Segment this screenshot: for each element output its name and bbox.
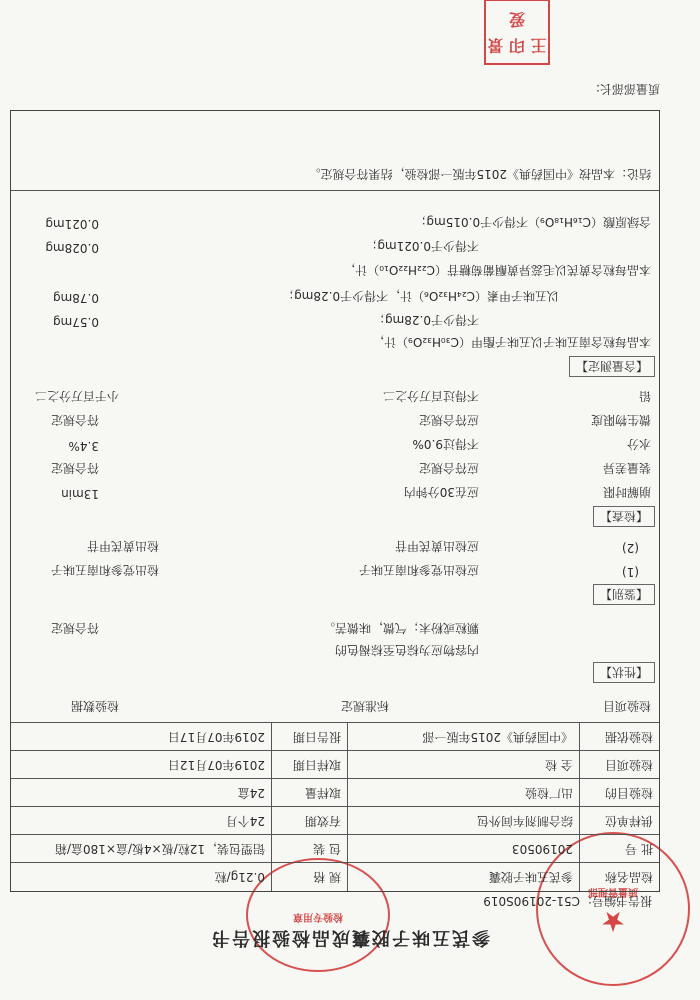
table-row: 检验目的 出厂检验 取样量 24盒 bbox=[11, 778, 659, 807]
signature-label: 质量部部长: bbox=[595, 82, 660, 96]
col-header-standard: 标准规定 bbox=[340, 699, 389, 713]
table-row: 检品名称 参芪五味子胶囊 规 格 0.21g/粒 bbox=[11, 862, 659, 891]
conclusion-row bbox=[11, 160, 659, 191]
stamp-text: 检验专用章 bbox=[293, 911, 343, 922]
table-row: 检验依据 《中国药典》2015年版一部 报告日期 2019年07月17日 bbox=[11, 722, 659, 751]
table-row: 批 号 20190503 包 装 铝塑包装，12粒/板×4板/盒×180盒/箱 bbox=[11, 834, 659, 863]
report-table: 检品名称 参芪五味子胶囊 规 格 0.21g/粒 批 号 20190503 包 装 铝塑包装，12粒/板×4板/盒×180盒/箱 供样单位 综合制剂车间外包 有效期 24个月 检验目的 出厂检验 取样量 24盒 检验项目 全 检 取样日期 2019年07月12日 检验依据 《中国药典》2015年版一部 报告日期 2019年07月17日 检验项目 标准规定 检验数据 【性状】 内容物应为棕色至棕褐色的 颗粒或粉末；气微，味微苦。 符合规定 【鉴别】 (1) 应检出党参和南五味子 检出党参和南五味子 (2) 应检出黄芪甲苷 检出黄芪甲苷 【检查】 崩解时限 应在30分钟内 13min 装量差异 应符合规定 符合规定 水分 不得过9.0% 3.4% 微生物限度 应符合规定 符合规定 铅 不得过百万分之二 小于百万分之二 【含量测定】 本品每粒含南五味子以五味子酯甲（C₃₀H₃₂O₉）计， 不得少于0.28mg； 0.57mg 以五味子甲素（C₂₄H₃₂O₆）计，不得少于0.28mg； 0.78mg 本品每粒含黄芪以毛蕊异黄酮葡萄糖苷（C₂₂H₂₂O₁₀）计， 不得少于0.021mg； 0.028mg 含绿原酸（C₁₆H₁₈O₉）不得少于0.015mg； 0.021mg 结论：本品按《中国药典》2015年版一部检验，结果符合规定。 bbox=[10, 110, 660, 892]
col-header-item: 检验项目 bbox=[602, 699, 651, 713]
report-title: 参芪五味子胶囊成品检验报告书 bbox=[210, 927, 490, 948]
section-inspection: 【检查】 bbox=[593, 506, 655, 527]
section-appearance: 【性状】 bbox=[593, 662, 655, 683]
stamp-text: 质量管理部 bbox=[588, 886, 638, 897]
personal-seal: 王 印 景 爱 bbox=[484, 0, 550, 65]
section-identification: 【鉴别】 bbox=[593, 584, 655, 605]
table-row: 供样单位 综合制剂车间外包 有效期 24个月 bbox=[11, 806, 659, 835]
table-row: 检验项目 全 检 取样日期 2019年07月12日 bbox=[11, 750, 659, 779]
conclusion: 结论：本品按《中国药典》2015年版一部检验，结果符合规定。 bbox=[308, 167, 651, 181]
col-header-result: 检验数据 bbox=[70, 699, 119, 713]
star-icon: ★ bbox=[600, 905, 626, 938]
report-number: 报告书编号:C51-20190S019 bbox=[483, 894, 652, 908]
section-assay: 【含量测定】 bbox=[569, 356, 655, 377]
